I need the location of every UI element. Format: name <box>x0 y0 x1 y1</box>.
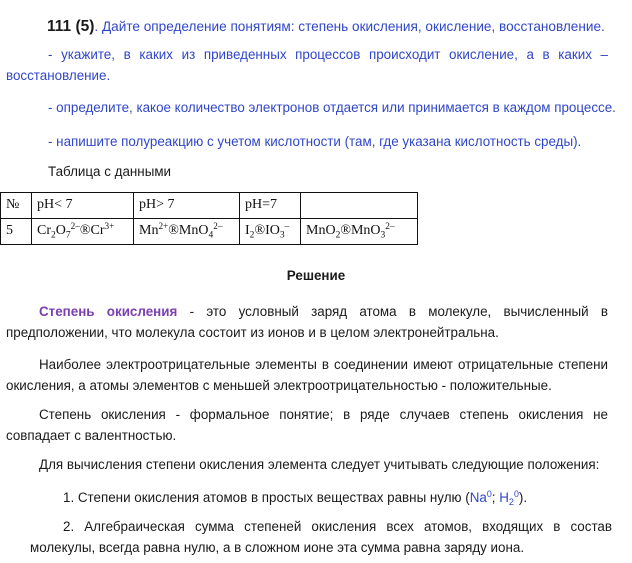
header-cell-empty <box>301 193 418 219</box>
task-number: 111 (5) <box>47 18 95 35</box>
example-na: Na$^0$ <box>469 489 492 505</box>
task-title-text: . Дайте определение понятиям: степень окисления, окисление, восстановление. <box>94 19 605 34</box>
header-cell-basic: pH> 7 <box>134 193 240 219</box>
data-table <box>0 192 418 245</box>
task-title <box>47 18 605 36</box>
cell-mn-to-mno4: $Mn^{2+}®MnO_4^{2-}$ <box>134 219 240 245</box>
table-header-row <box>1 193 418 219</box>
paragraph-definition: Степень окисления - это условный заряд атома в молекуле, вычисленный в предположении, что молекула состоит из ионов и в целом электронейтральна. <box>6 304 608 340</box>
paragraph-rules-intro: Для вычисления степени окисления элемента следует учитывать следующие положения: <box>39 457 600 472</box>
cell-mno2-to-mno3: MnO$_2$®MnO$_3^{2-}$ <box>301 219 418 245</box>
instruction-2: - определите, какое количество электронов отдается или принимается в каждом процессе. <box>48 100 616 115</box>
paragraph-formal-concept: Степень окисления - формальное понятие; в ряде случаев степень окисления не совпадает с валентностью. <box>6 407 608 443</box>
header-cell-neutral: pH=7 <box>240 193 301 219</box>
table-row <box>1 219 418 245</box>
instruction-1: - укажите, в каких из приведенных процессов происходит окисление, а в каких – восстановление. <box>6 47 608 83</box>
paragraph-electronegativity: Наиболее электроотрицательные элементы в соединении имеют отрицательные степени окисления, а атомы элементов с меньшей электроотрицательностью - положительные. <box>6 357 608 393</box>
row-number-cell: 5 <box>1 219 32 245</box>
header-cell-acidic: pH< 7 <box>32 193 134 219</box>
table-caption: Таблица с данными <box>48 164 171 179</box>
term-oxidation-state: Степень окисления <box>39 304 178 319</box>
list-item-1: 1. Степени окисления атомов в простых веществах равны нулю (Na$^0$; $H_2^0$). <box>63 489 528 508</box>
cell-i2-to-io3: $I_2®IO_3^-$ <box>240 219 301 245</box>
list-item-2: 2. Алгебраическая сумма степеней окисления всех атомов, входящих в состав молекулы, всегда равна нулю, а в сложном ионе эта сумма равна заряду иона. <box>30 519 612 555</box>
example-h2: $H_2^0$ <box>499 489 519 508</box>
solution-heading: Решение <box>286 268 346 283</box>
instruction-3: - напишите полуреакцию с учетом кислотности (там, где указана кислотность среды). <box>48 134 582 149</box>
cell-cr2o7-to-cr: $Cr_2O_7^{2-}®Cr^{3+}$ <box>32 219 134 245</box>
header-cell-number: № <box>1 193 32 219</box>
